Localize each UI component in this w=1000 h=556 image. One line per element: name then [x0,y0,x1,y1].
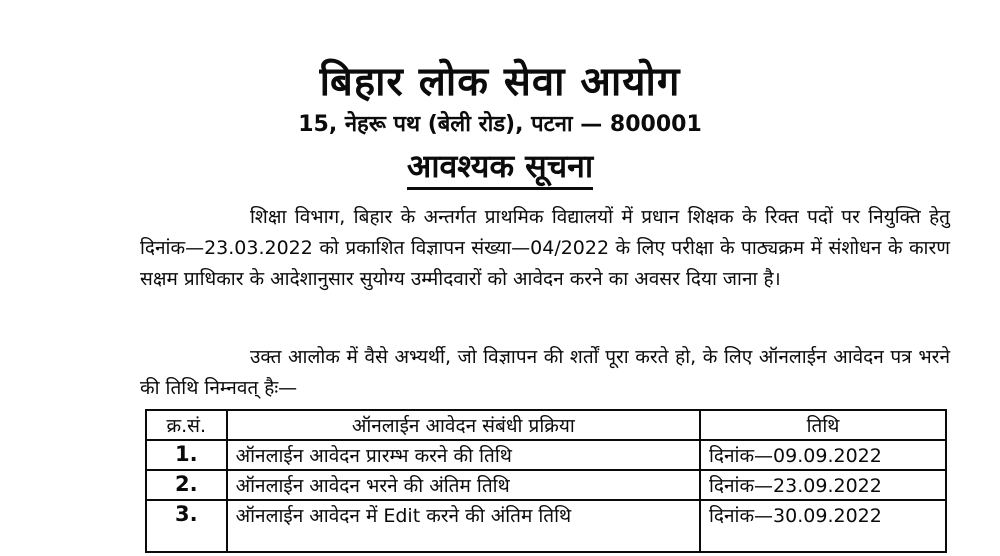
notice-paragraph-1: शिक्षा विभाग, बिहार के अन्तर्गत प्राथमिक विद्यालयों में प्रधान शिक्षक के रिक्त पदों पर नियुक्ति हेतु दिनांक—23.03.2022 को प्रकाशित विज्ञापन संख्या—04/2022 के लिए परीक्षा के पाठ्यक्रम में संशोधन के कारण सक्षम प्राधिकार के आदेशानुसार सुयोग्य उम्मीदवारों को आवेदन करने का अवसर दिया जाना है। [140,206,950,290]
header-date: तिथि [700,410,946,440]
table-header-row [146,410,946,440]
row-process: ऑनलाईन आवेदन भरने की अंतिम तिथि [227,470,700,500]
header-process: ऑनलाईन आवेदन संबंधी प्रक्रिया [227,410,700,440]
row-date: दिनांक—23.09.2022 [700,470,946,500]
schedule-table [145,409,947,553]
row-date: दिनांक—30.09.2022 [700,500,946,552]
row-serial-number: 1. [146,440,227,470]
row-process: ऑनलाईन आवेदन में Edit करने की अंतिम तिथि [227,500,700,552]
row-date: दिनांक—09.09.2022 [700,440,946,470]
notice-heading [0,144,1000,187]
header-serial-number: क्र.सं. [146,410,227,440]
row-serial-number: 3. [146,500,227,552]
commission-title: बिहार लोक सेवा आयोग [319,59,681,105]
notice-paragraph-2: उक्त आलोक में वैसे अभ्यर्थी, जो विज्ञापन की शर्तों पूरा करते हो, के लिए ऑनलाईन आवेदन पत्र भरने की तिथि निम्नवत् हैः— [140,346,950,399]
table-row [146,440,946,470]
table-row [146,500,946,552]
row-serial-number: 2. [146,470,227,500]
table-row [146,470,946,500]
notice-heading-text: आवश्यक सूचना [407,147,593,190]
commission-address: 15, नेहरू पथ (बेली रोड), पटना — 800001 [298,112,702,137]
row-process: ऑनलाईन आवेदन प्रारम्भ करने की तिथि [227,440,700,470]
